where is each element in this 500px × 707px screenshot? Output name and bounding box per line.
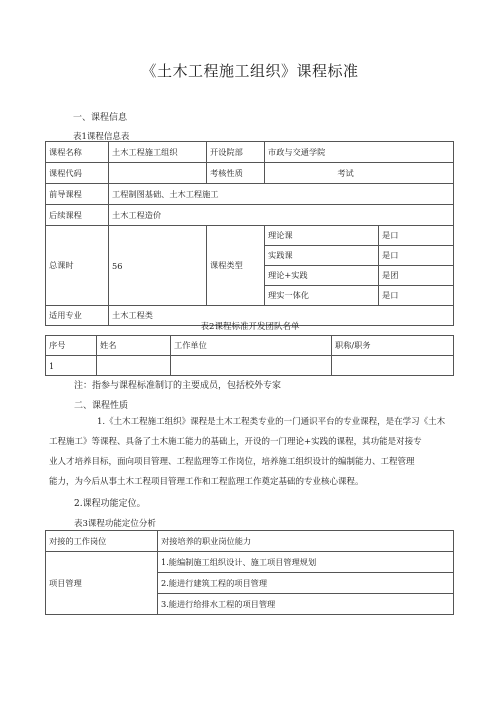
ability-item: 1.能编制施工组织设计、施工项目管理规划 — [158, 552, 454, 573]
dev-team-table — [45, 335, 454, 376]
total-hours-label: 总课时 — [46, 226, 109, 306]
paragraph-line: 业人才培养目标，面向项目管理、工程监理等工作岗位，培养施工组织设计的编制能力、工程管理 — [49, 457, 415, 467]
header-post: 对接的工作岗位 — [46, 531, 158, 552]
header-ability: 对接培养的职业岗位能力 — [158, 531, 454, 552]
course-code-label: 课程代码 — [46, 163, 109, 184]
row-title — [332, 356, 454, 376]
paragraph-line: 1.《土木工程施工组织》课程是土木工程类专业的一门通识平台的专业课程，是在学习《土木 — [97, 417, 446, 427]
course-type-check: 是口 — [379, 286, 454, 306]
course-type-check: 是团 — [379, 266, 454, 286]
course-type-check: 是口 — [379, 246, 454, 266]
function-table — [45, 530, 454, 615]
paragraph-line: 能力，为今后从事土木工程项目管理工作和工程监理工作奠定基础的专业核心课程。 — [49, 477, 364, 487]
row-employer — [171, 356, 332, 376]
course-name-label: 课程名称 — [46, 142, 109, 163]
course-type-name: 理论+实践 — [265, 266, 379, 286]
assessment-value: 考试 — [265, 163, 454, 184]
prerequisite-value: 工程制图基础、土木工程施工 — [109, 184, 454, 205]
section-course-nature-heading: 二、课程性质 — [74, 401, 129, 411]
follow-up-value: 土木工程造价 — [109, 205, 454, 226]
table2-note: 注：指参与课程标准制订的主要成员，包括校外专家 — [74, 381, 282, 391]
course-name-value: 土木工程施工组织 — [109, 142, 207, 163]
header-employer: 工作单位 — [171, 336, 332, 356]
row-name — [97, 356, 171, 376]
course-type-name: 理论课 — [265, 226, 379, 246]
table-row — [46, 163, 454, 184]
total-hours-value: 56 — [109, 226, 207, 306]
page-title: 《土木工程施工组织》课程标准 — [141, 62, 359, 80]
course-type-check: 是口 — [379, 226, 454, 246]
table-row — [46, 205, 454, 226]
table2-caption: 表2课程标准开发团队名单 — [200, 322, 300, 332]
post-value: 项目管理 — [46, 552, 158, 615]
course-type-name: 实践课 — [265, 246, 379, 266]
header-title: 职称/职务 — [332, 336, 454, 356]
header-index: 序号 — [46, 336, 97, 356]
course-type-label: 课程类型 — [207, 226, 265, 306]
course-type-name: 理实一体化 — [265, 286, 379, 306]
table-row — [46, 531, 454, 552]
applicable-major-label: 适用专业 — [46, 306, 109, 326]
table-row — [46, 552, 454, 573]
applicable-major-value: 土木工程类 — [109, 306, 454, 326]
assessment-label: 考核性质 — [207, 163, 265, 184]
header-name: 姓名 — [97, 336, 171, 356]
table-row — [46, 226, 454, 246]
table-row — [46, 356, 454, 376]
section-course-info-heading: 一、课程信息 — [73, 113, 128, 123]
table-row — [46, 336, 454, 356]
department-value: 市政与交通学院 — [265, 142, 454, 163]
paragraph-line: 工程施工》等课程、具备了土木施工能力的基础上，开设的一门理论+实践的课程，其功能是对接专 — [49, 437, 422, 447]
ability-item: 2.能进行建筑工程的项目管理 — [158, 573, 454, 594]
course-code-value — [109, 163, 207, 184]
table3-caption: 表3课程功能定位分析 — [74, 519, 156, 529]
course-function-heading: 2.课程功能定位。 — [74, 499, 146, 509]
follow-up-label: 后续课程 — [46, 205, 109, 226]
prerequisite-label: 前导课程 — [46, 184, 109, 205]
row-index: 1 — [46, 356, 97, 376]
course-info-table — [45, 141, 454, 326]
table-row — [46, 142, 454, 163]
table-row — [46, 184, 454, 205]
table1-caption: 表1课程信息表 — [73, 132, 130, 142]
ability-item: 3.能进行给排水工程的项目管理 — [158, 594, 454, 615]
department-label: 开设院部 — [207, 142, 265, 163]
